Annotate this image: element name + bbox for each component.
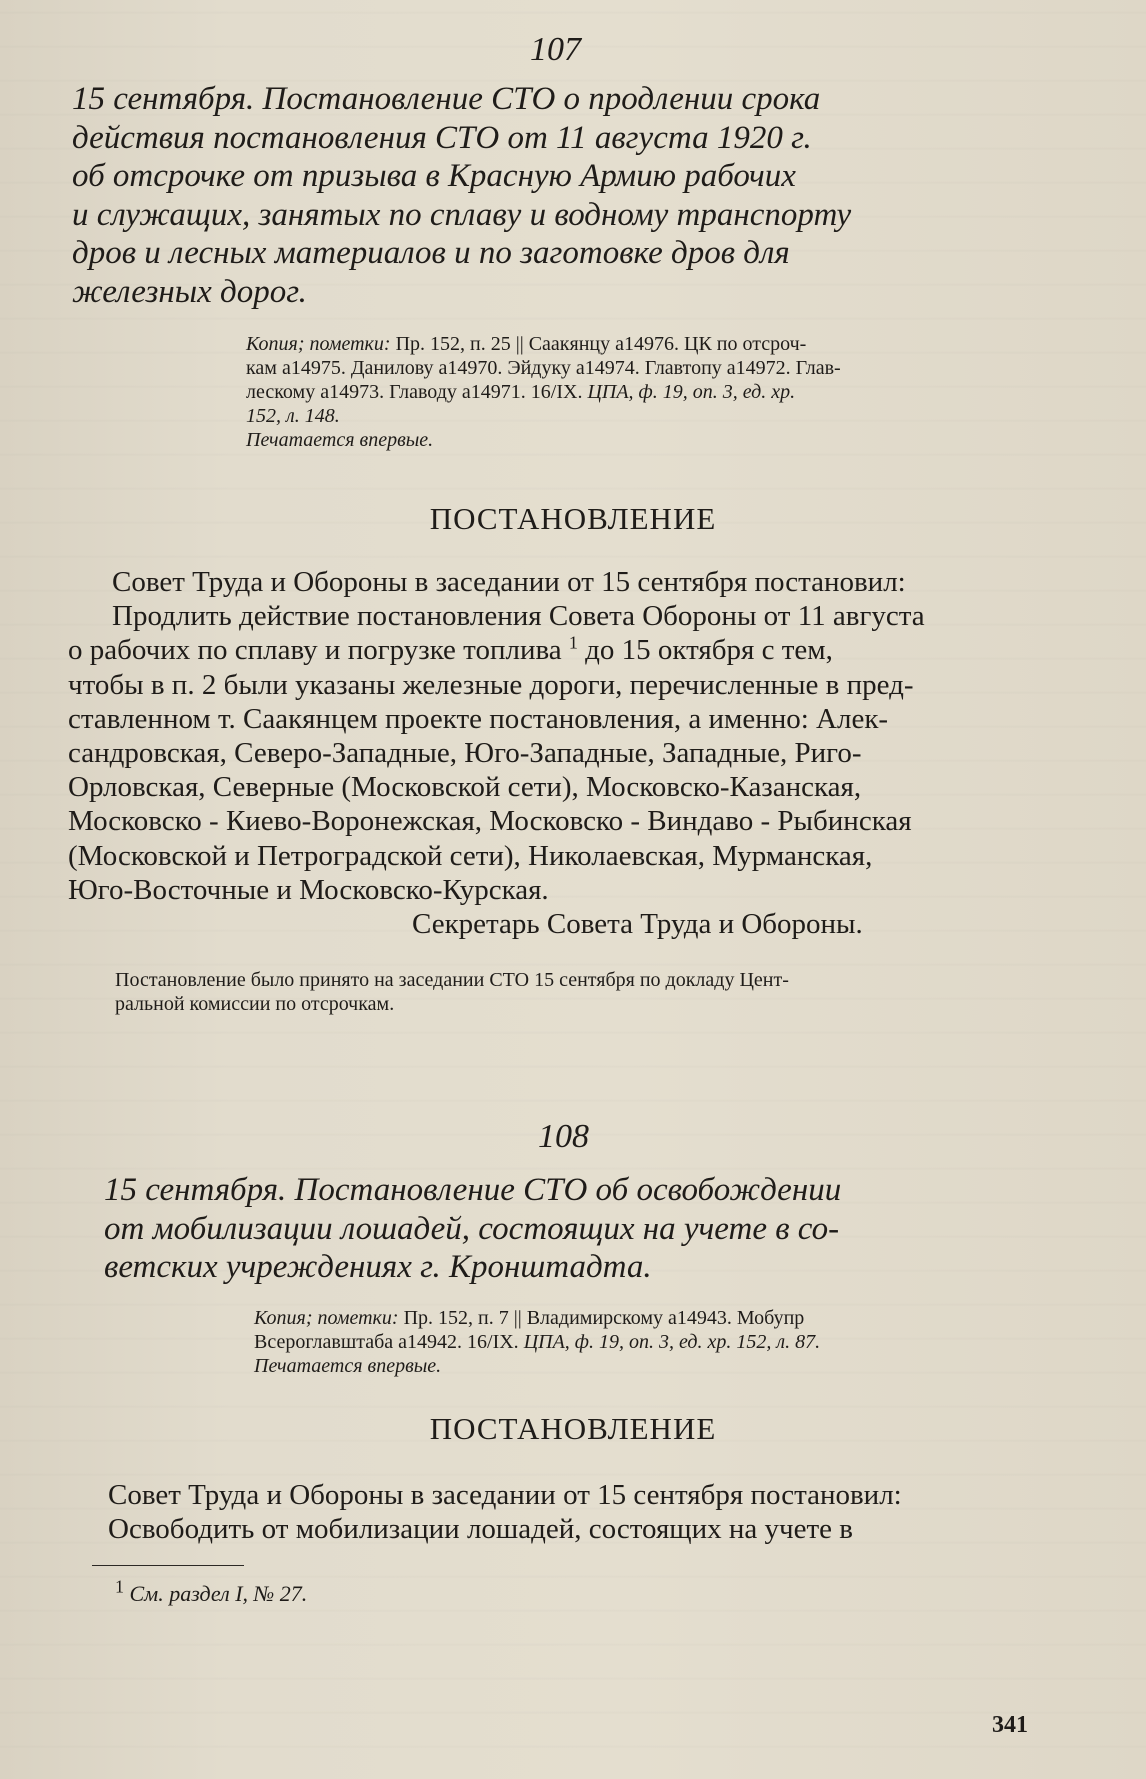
note-line: ральной комиссии по отсрочкам. xyxy=(115,993,395,1015)
meta-text: Всероглавштаба а14942. 16/IX. xyxy=(254,1331,519,1353)
entry-107-body xyxy=(68,565,1036,907)
heading-line: ветских учреждениях г. Кронштадта. xyxy=(104,1249,652,1286)
meta-line xyxy=(246,380,1076,404)
heading-line: действия постановления СТО от 11 августа 1920 г. xyxy=(72,119,812,156)
footnote xyxy=(115,1576,308,1607)
heading-line: и служащих, занятых по сплаву и водному транспорту xyxy=(72,196,852,233)
footnote-text: См. раздел I, № 27. xyxy=(129,1581,308,1606)
meta-line: кам а14975. Данилову а14970. Эйдуку а14974. Главтопу а14972. Глав- xyxy=(246,357,841,379)
footnote-marker: 1 xyxy=(568,632,578,653)
footnote-number: 1 xyxy=(115,1576,124,1597)
body-line: Совет Труда и Обороны в заседании от 15 сентября постановил: xyxy=(108,1479,902,1511)
heading-line: 15 сентября. Постановление СТО об освобождении xyxy=(104,1172,842,1208)
signature: Секретарь Совета Труда и Обороны. xyxy=(412,908,863,940)
entry-107-heading xyxy=(72,80,1052,312)
body-line: Юго-Восточные и Московско-Курская. xyxy=(68,873,549,906)
meta-text: Пр. 152, п. 7 || Владимирскому а14943. Мобупр xyxy=(403,1307,805,1329)
heading-line: дров и лесных материалов и по заготовке дров для xyxy=(72,235,790,272)
meta-label: Копия; пометки: xyxy=(254,1307,399,1329)
entry-number: 108 xyxy=(538,1118,589,1155)
body-text: о рабочих по сплаву и погрузке топлива xyxy=(68,634,562,667)
meta-label: Копия; пометки: xyxy=(246,333,391,355)
meta-line xyxy=(246,332,1076,356)
footnote-divider xyxy=(92,1565,244,1566)
printed-first-note: Печатается впервые. xyxy=(246,429,434,451)
heading-line: железных дорог. xyxy=(72,273,307,310)
body-line: ставленном т. Саакянцем проекте постановления, а именно: Алек- xyxy=(68,702,889,735)
entry-107-meta xyxy=(246,332,1076,452)
body-line: Московско - Киево-Воронежская, Московско - Виндаво - Рыбинская xyxy=(68,805,912,838)
body-line: Освободить от мобилизации лошадей, состоящих на учете в xyxy=(108,1513,853,1546)
heading-line: от мобилизации лошадей, состоящих на учете в со- xyxy=(104,1210,840,1247)
archive-reference-cont: 152, л. 148. xyxy=(246,405,340,427)
entry-107-resolution-title: ПОСТАНОВЛЕНИЕ xyxy=(429,501,717,536)
printed-first-note: Печатается впервые. xyxy=(254,1355,442,1377)
heading-line: 15 сентября. Постановление СТО о продлении срока xyxy=(72,81,821,117)
body-text: до 15 октября с тем, xyxy=(585,634,833,667)
body-line: чтобы в п. 2 были указаны железные дороги, перечисленные в пред- xyxy=(68,668,914,701)
entry-107-note xyxy=(115,968,1035,1016)
entry-108-heading xyxy=(104,1171,1084,1287)
body-line: сандровская, Северо-Западные, Юго-Западные, Западные, Риго- xyxy=(68,737,862,770)
heading-line: об отсрочке от призыва в Красную Армию рабочих xyxy=(72,158,796,195)
body-line: Орловская, Северные (Московской сети), Московско-Казанская, xyxy=(68,771,862,804)
body-line: Продлить действие постановления Совета Обороны от 11 августа xyxy=(112,600,925,633)
meta-line xyxy=(254,1306,1084,1330)
meta-line xyxy=(254,1330,1084,1354)
meta-text: лескому а14973. Главоду а14971. 16/IX. xyxy=(246,381,583,403)
body-line: Совет Труда и Обороны в заседании от 15 сентября постановил: xyxy=(112,566,906,598)
note-line: Постановление было принято на заседании СТО 15 сентября по докладу Цент- xyxy=(115,969,789,991)
archive-reference: ЦПА, ф. 19, оп. 3, ед. хр. 152, л. 87. xyxy=(523,1331,821,1353)
entry-108-body xyxy=(68,1478,1036,1546)
meta-text: Пр. 152, п. 25 || Саакянцу а14976. ЦК по отсроч- xyxy=(395,333,807,355)
page-number-top: 107 xyxy=(530,31,581,68)
entry-108-meta xyxy=(254,1306,1084,1378)
entry-108-resolution-title: ПОСТАНОВЛЕНИЕ xyxy=(429,1411,717,1446)
body-line xyxy=(68,633,1036,667)
body-line: (Московской и Петроградской сети), Николаевская, Мурманская, xyxy=(68,839,873,872)
page-number-bottom: 341 xyxy=(992,1712,1028,1738)
archive-reference: ЦПА, ф. 19, оп. 3, ед. хр. xyxy=(587,381,796,403)
